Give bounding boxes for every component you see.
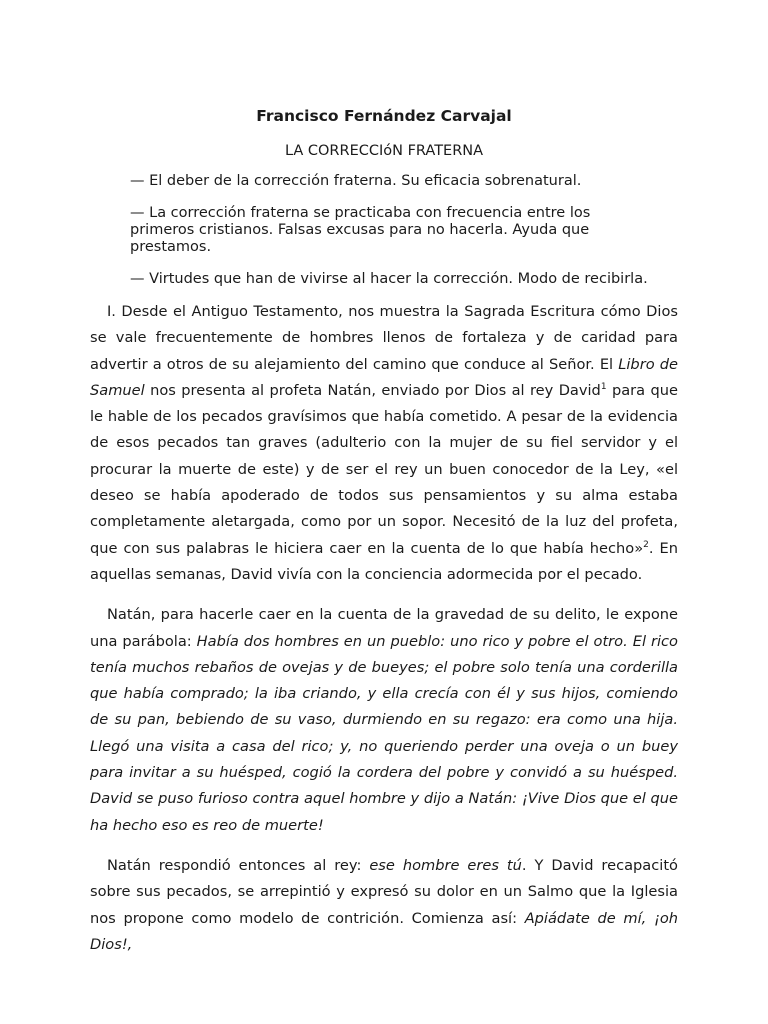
document-body <box>90 299 678 972</box>
author-heading: Francisco Fernández Carvajal <box>256 107 512 125</box>
summary-item: — Virtudes que han de vivirse al hacer la corrección. Modo de recibirla. <box>130 271 648 287</box>
paragraph-text: nos presenta al profeta Natán, enviado por Dios al rey David <box>144 381 601 399</box>
italic-quote: ese hombre eres tú <box>369 856 522 874</box>
paragraph <box>90 602 678 839</box>
document-title: LA CORRECCIóN FRATERNA <box>284 143 484 159</box>
paragraph-text: para que le hable de los pecados gravísimos que había cometido. A pesar de la evidencia de esos pecados tan graves (adulterio con la mujer de su fiel servidor y el procurar la muerte de este) y de ser el rey un buen conocedor de la Ley, «el deseo se había apoderado de todos sus pensamientos y su alma estaba completamente aletargada, como por un sopor. Necesitó de la luz del profeta, que con sus palabras le hiciera caer en la cuenta de lo que había hecho» <box>90 381 678 557</box>
italic-title: Libro de Samuel <box>90 355 679 399</box>
italic-quote: Apiádate de mí, ¡oh Dios!, <box>90 909 679 953</box>
footnote-marker: 1 <box>600 381 607 392</box>
footnote-marker: 2 <box>643 539 649 550</box>
summary-item: — El deber de la corrección fraterna. Su eficacia sobrenatural. <box>130 173 582 189</box>
paragraph <box>90 853 678 958</box>
paragraph-text: Natán, para hacerle caer en la cuenta de la gravedad de su delito, le expone una parábola: <box>90 606 678 650</box>
paragraph-text: I. Desde el Antiguo Testamento, nos muestra la Sagrada Escritura cómo Dios se vale frecuentemente de hombres llenos de fortaleza y de caridad para advertir a otros de su alejamiento del camino que conduce al Señor. El <box>90 303 678 373</box>
paragraph-text: . Y David recapacitó sobre sus pecados, se arrepintió y expresó su dolor en un Salmo que la Iglesia nos propone como modelo de contrición. Comienza así: <box>90 856 678 927</box>
summary-item: — La corrección fraterna se practicaba con frecuencia entre los primeros cristianos. Falsas excusas para no hacerla. Ayuda que prestamos. <box>130 205 591 255</box>
paragraph-text: Natán respondió entonces al rey: <box>107 856 370 874</box>
paragraph-text: . En aquellas semanas, David vivía con la conciencia adormecida por el pecado. <box>90 539 679 583</box>
summary-list <box>130 173 650 303</box>
paragraph <box>90 299 678 588</box>
italic-quote: Había dos hombres en un pueblo: uno rico y pobre el otro. El rico tenía muchos rebaños de ovejas y de bueyes; el pobre solo tenía una corderilla que había comprado; la iba criando, y ella crecía con él y sus hijos, comiendo de su pan, bebiendo de su vaso, durmiendo en su regazo: era como una hija. Llegó una visita a casa del rico; y, no queriendo perder una oveja o un buey para invitar a su huésped, cogió la cordera del pobre y convidó a su huésped. David se puso furioso contra aquel hombre y dijo a Natán: ¡Vive Dios que el que ha hecho eso es reo de muerte! <box>90 632 678 834</box>
